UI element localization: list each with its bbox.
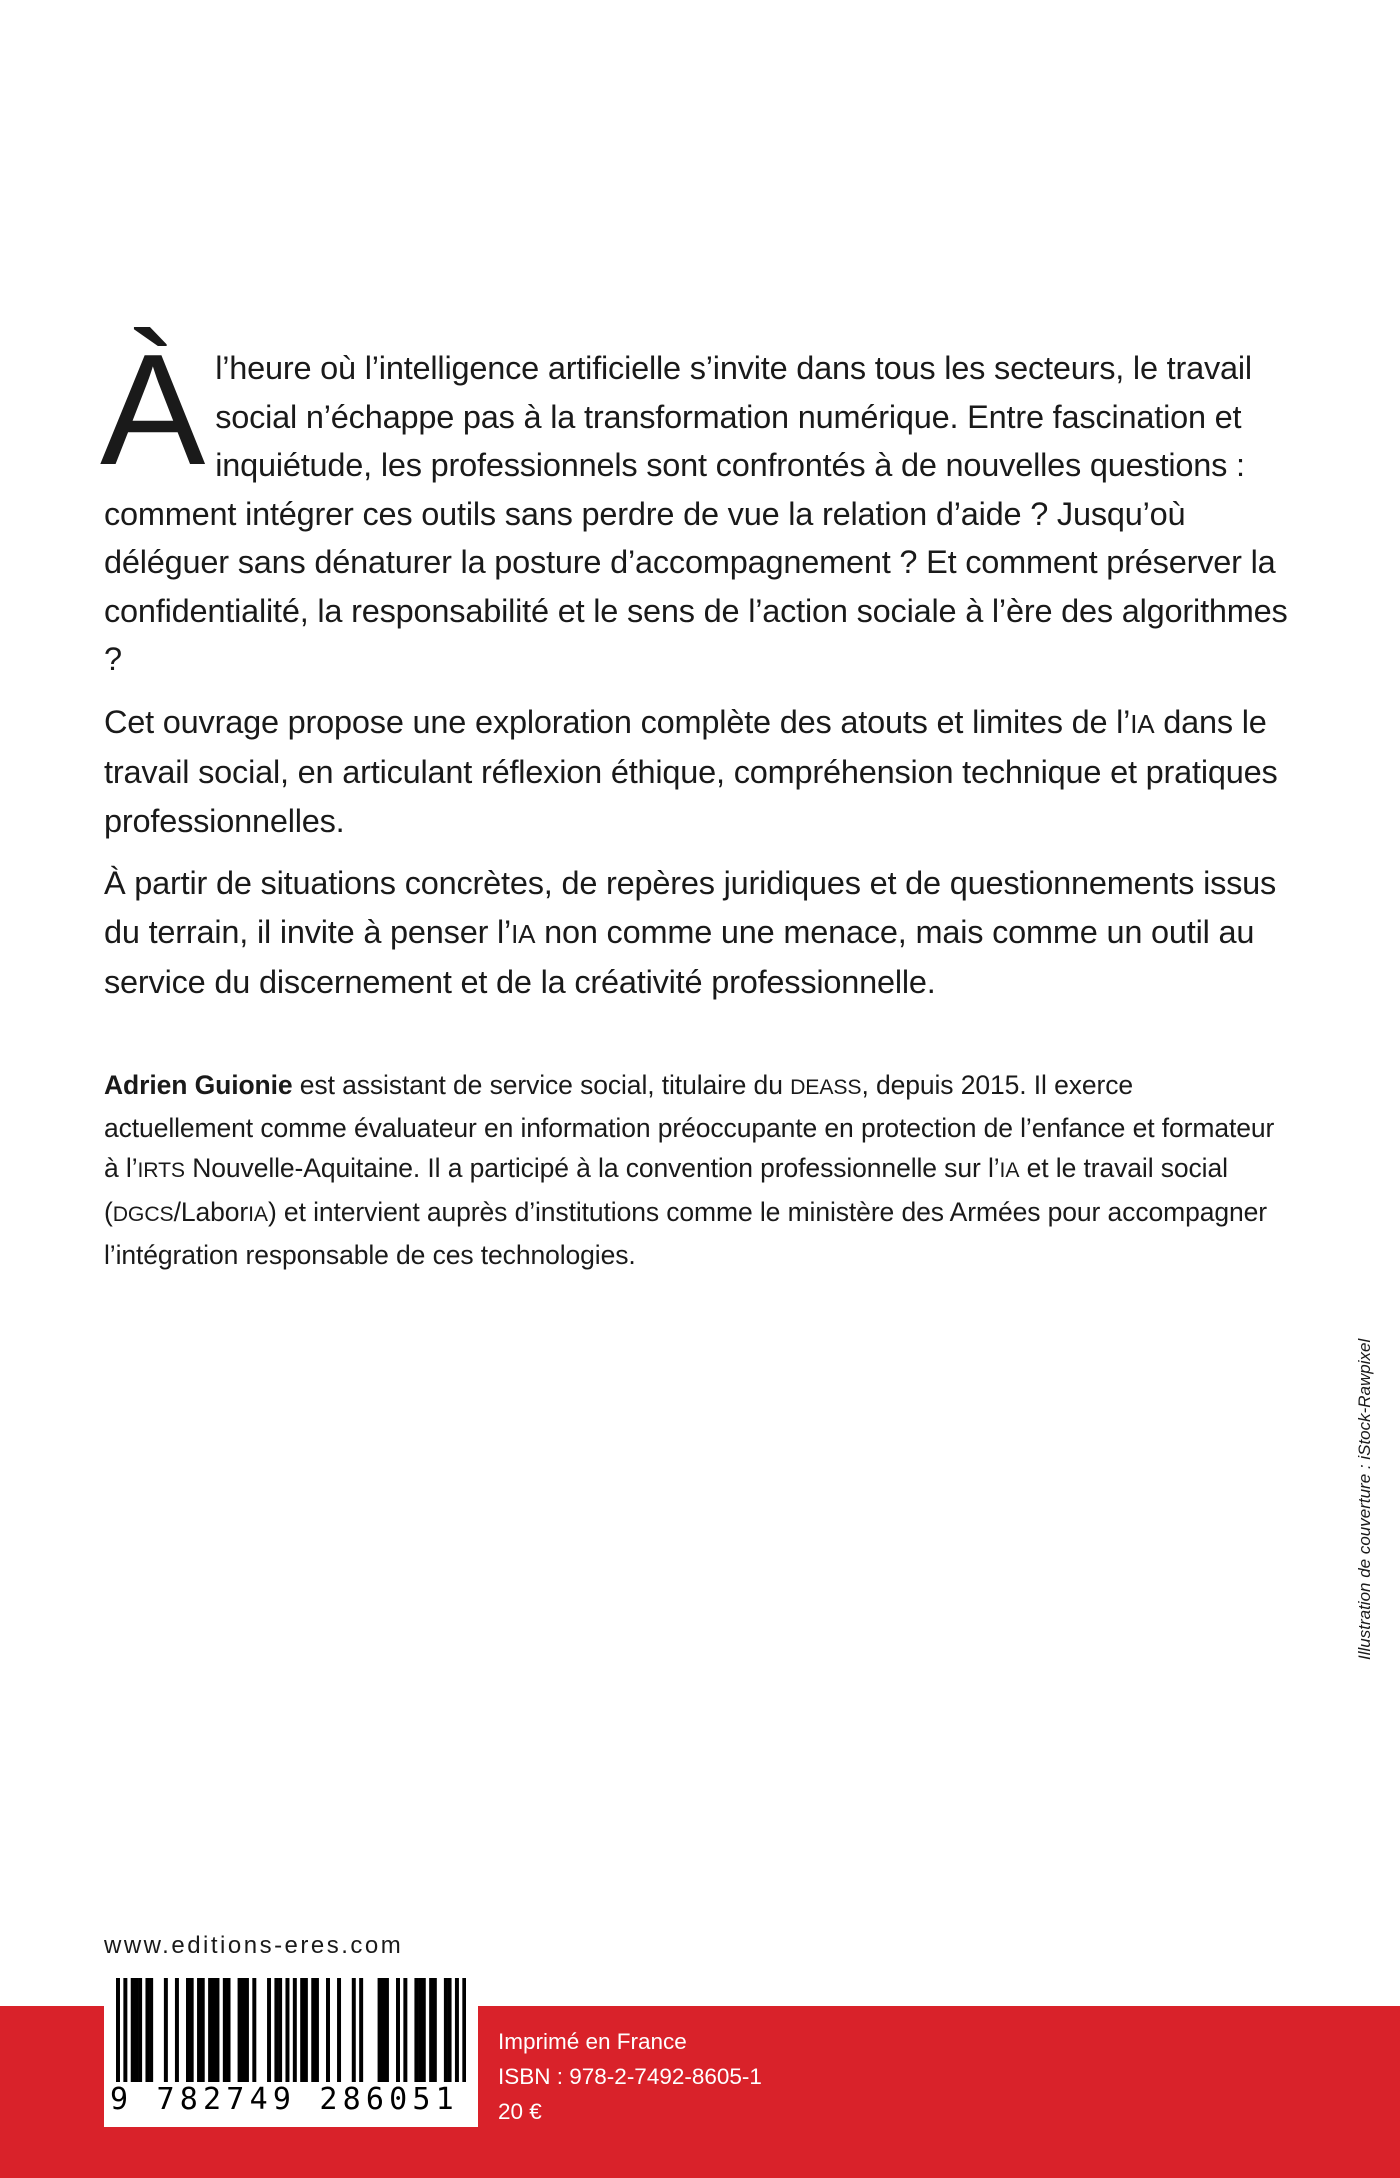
barcode-bar <box>131 1978 135 2082</box>
bio-text-2: , depuis 2015. Il exerce actuellement comme évaluateur en information préoccupante en protection de l’enfance et formateur à l’ <box>104 1070 1275 1184</box>
barcode-bar <box>285 1978 289 2082</box>
barcode-bar <box>238 1978 242 2082</box>
barcode-bar <box>227 1978 231 2082</box>
cover-illustration-credit: Illustration de couverture : iStock-Rawpixel <box>1355 1338 1374 1660</box>
barcode-bar <box>274 1978 278 2082</box>
barcode-bar <box>414 1978 418 2082</box>
blurb-p3-text-a: À partir de situations concrètes, de repères juridiques et de questionnements issus du terrain, il invite à penser l’ <box>104 865 1277 950</box>
bio-text-1: est assistant de service social, titulaire du <box>292 1070 791 1100</box>
blurb-paragraph-3 <box>104 859 1304 1007</box>
barcode-bar <box>208 1978 212 2082</box>
barcode-bar <box>145 1978 149 2082</box>
bio-text-3: Nouvelle-Aquitaine. Il a participé à la convention professionnelle sur l’ <box>184 1153 1000 1184</box>
barcode-bar <box>190 1978 194 2082</box>
barcode-bar <box>396 1978 400 2082</box>
blurb-p3-abbr: IA <box>511 918 536 949</box>
bio-text-6: ) et intervient auprès d’institutions comme le ministère des Armées pour accompagner l’intégration responsable de ces technologies. <box>104 1196 1268 1270</box>
bio-abbr-ia-1: IA <box>999 1159 1020 1183</box>
barcode-bar <box>138 1978 142 2082</box>
blurb-p2-abbr: IA <box>1130 708 1155 739</box>
barcode-bar <box>326 1978 330 2082</box>
barcode-bar <box>403 1978 407 2082</box>
isbn-barcode <box>104 1972 478 2127</box>
barcode-bar <box>311 1978 315 2082</box>
barcode-bar <box>223 1978 227 2082</box>
blurb-p2-text-a: Cet ouvrage propose une exploration complète des atouts et limites de l’ <box>104 703 1131 740</box>
barcode-bar <box>381 1978 385 2082</box>
barcode-bar <box>385 1978 389 2082</box>
barcode-bar <box>123 1978 127 2082</box>
barcode-digits: 9 782749 286051 <box>110 2082 459 2117</box>
barcode-bar <box>186 1978 190 2082</box>
bio-abbr-irts: IRTS <box>137 1159 185 1183</box>
barcode-bar <box>215 1978 219 2082</box>
barcode-bar <box>245 1978 249 2082</box>
barcode-bar <box>433 1978 437 2082</box>
price: 20 € <box>498 2099 542 2124</box>
barcode-bar <box>337 1978 341 2082</box>
blurb-paragraph-1-text: l’heure où l’intelligence artificielle s’invite dans tous les secteurs, le travail social n’échappe pas à la transformation numérique. Entre fascination et inquiétude, les professionnels sont confrontés à de nouvelles questions : comment intégrer ces outils sans perdre de vue la relation d’aide ? Jusqu’où déléguer sans dénaturer la posture d’accompagnement ? Et comment préserver la confidentialité, la responsabilité et le sens de l’action sociale à l’ère des algorithmes ? <box>104 350 1288 677</box>
barcode-bar <box>175 1978 179 2082</box>
blurb-p2-text-b: dans le travail social, en articulant réflexion éthique, compréhension technique et pratiques professionnelles. <box>104 703 1278 839</box>
barcode-bar <box>201 1978 205 2082</box>
bio-text-5: /Labor <box>173 1196 249 1227</box>
barcode-bar <box>212 1978 216 2082</box>
barcode-bar <box>315 1978 319 2082</box>
back-cover-blurb <box>100 322 1304 1021</box>
barcode-bar <box>241 1978 245 2082</box>
barcode-bar <box>293 1978 297 2082</box>
barcode-bar <box>267 1978 271 2082</box>
isbn-number: ISBN : 978-2-7492-8605-1 <box>498 2064 762 2089</box>
barcode-bar <box>278 1978 282 2082</box>
barcode-bar <box>378 1978 382 2082</box>
author-name: Adrien Guionie <box>104 1070 293 1100</box>
author-bio <box>104 1065 1284 1275</box>
barcode-bar <box>429 1978 433 2082</box>
barcode-bar <box>134 1978 138 2082</box>
barcode-bar <box>116 1978 120 2082</box>
barcode-bar <box>462 1978 466 2082</box>
barcode-bar <box>197 1978 201 2082</box>
bio-abbr-deass: DEASS <box>790 1076 862 1099</box>
bio-text-4: et le travail social ( <box>104 1153 1228 1227</box>
barcode-bar <box>352 1978 356 2082</box>
barcode-bar <box>300 1978 304 2082</box>
barcode-bar <box>455 1978 459 2082</box>
barcode-bar <box>252 1978 256 2082</box>
barcode-bar <box>304 1978 308 2082</box>
barcode-bar <box>149 1978 153 2082</box>
blurb-p3-text-b: non comme une menace, mais comme un outil au service du discernement et de la créativité professionnelle. <box>104 913 1255 1000</box>
printed-in: Imprimé en France <box>498 2029 687 2054</box>
barcode-bar <box>359 1978 363 2082</box>
bio-abbr-dgcs: DGCS <box>112 1202 174 1226</box>
barcode-bar <box>164 1978 168 2082</box>
publisher-website[interactable]: www.editions-eres.com <box>104 1932 404 1959</box>
blurb-paragraph-2 <box>104 698 1304 846</box>
blurb-paragraph-1 <box>100 322 1304 684</box>
barcode-bars <box>116 1978 466 2082</box>
drop-cap: À <box>100 322 206 498</box>
bio-abbr-ia-2: IA <box>248 1202 268 1226</box>
barcode-bar <box>448 1978 452 2082</box>
imprint-info <box>498 2024 762 2129</box>
barcode-bar <box>444 1978 448 2082</box>
barcode-bar <box>422 1978 426 2082</box>
barcode-bar <box>418 1978 422 2082</box>
